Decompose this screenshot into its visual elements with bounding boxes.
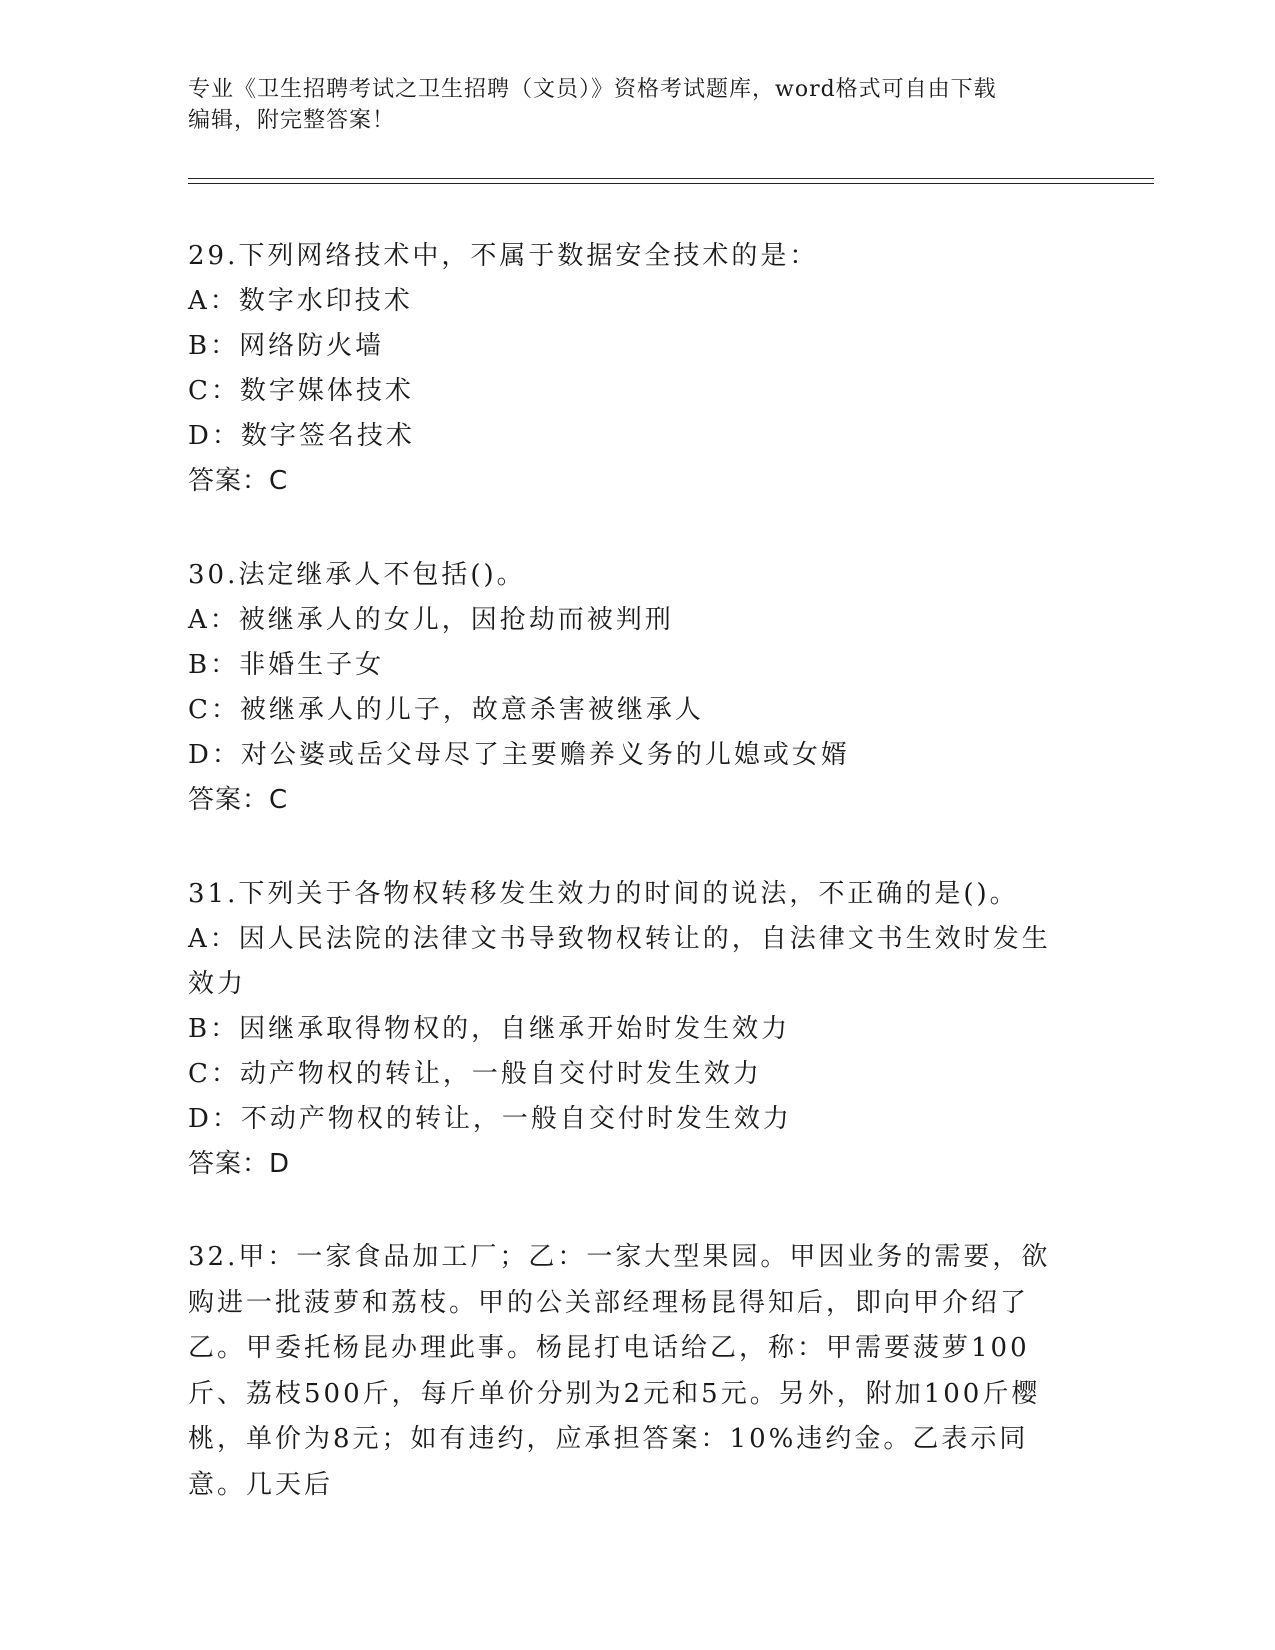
option-c: C：动产物权的转让，一般自交付时发生效力 (188, 1059, 762, 1089)
option-a: A：数字水印技术 (188, 286, 413, 316)
header-line-1: 专业《卫生招聘考试之卫生招聘（文员）》资格考试题库，word格式可自由下载 (188, 77, 997, 102)
question-stem: 32.甲：一家食品加工厂；乙：一家大型果园。甲因业务的需要，欲购进一批菠萝和荔枝。甲的公关部经理杨昆得知后，即向甲介绍了乙。甲委托杨昆办理此事。杨昆打电话给乙，称：甲需要菠萝100斤、荔枝500斤，每斤单价分别为2元和5元。另外，附加100斤樱桃，单价为8元；如有违约，应承担答案：10%违约金。乙表示同意。几天后 (188, 1242, 1051, 1500)
option-a: A：因人民法院的法律文书导致物权转让的，自法律文书生效时发生效力 (188, 924, 1051, 999)
question-29 (188, 234, 1068, 504)
question-30 (188, 553, 1068, 823)
option-d: D：对公婆或岳父母尽了主要赡养义务的儿媳或女婿 (188, 740, 850, 770)
header-divider-top (188, 178, 1154, 179)
answer-line: 答案：C (188, 466, 289, 496)
question-stem: 29.下列网络技术中，不属于数据安全技术的是： (188, 241, 819, 271)
question-31 (188, 872, 1068, 1187)
answer-line: 答案：C (188, 785, 289, 815)
option-b: B：因继承取得物权的，自继承开始时发生效力 (188, 1014, 791, 1044)
answer-line: 答案：D (188, 1149, 291, 1179)
option-d: D：数字签名技术 (188, 421, 415, 451)
option-b: B：网络防火墙 (188, 331, 385, 361)
question-32 (188, 1235, 1068, 1508)
question-stem: 31.下列关于各物权转移发生效力的时间的说法，不正确的是()。 (188, 879, 1019, 909)
document-header (188, 74, 1068, 136)
question-stem: 30.法定继承人不包括()。 (188, 560, 526, 590)
header-line-2: 编辑，附完整答案！ (188, 108, 396, 133)
option-a: A：被继承人的女儿，因抢劫而被判刑 (188, 605, 674, 635)
option-d: D：不动产物权的转让，一般自交付时发生效力 (188, 1104, 792, 1134)
option-c: C：被继承人的儿子，故意杀害被继承人 (188, 695, 704, 725)
header-divider-bottom (188, 183, 1154, 184)
option-c: C：数字媒体技术 (188, 376, 414, 406)
option-b: B：非婚生子女 (188, 650, 385, 680)
